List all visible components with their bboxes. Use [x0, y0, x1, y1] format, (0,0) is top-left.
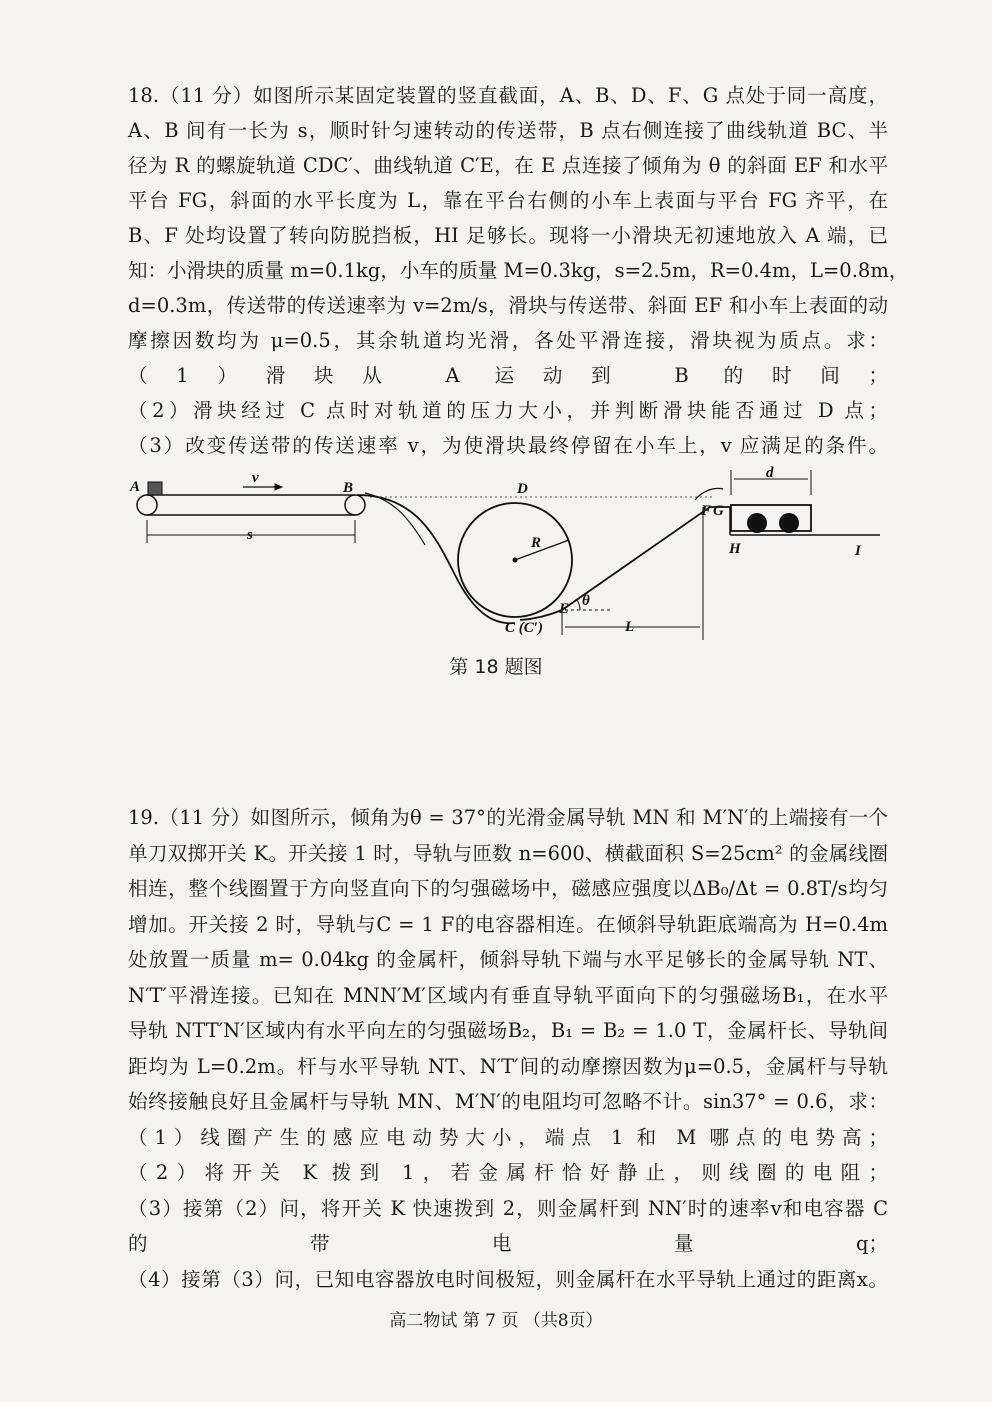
q18-line: d=0.3m，传送带的传送速率为 v=2m/s，滑块与传送带、斜面 EF 和小车上表面的动: [128, 294, 888, 317]
track-bc: [357, 495, 515, 623]
label-a: A: [130, 479, 141, 495]
q18-line: A、B 间有一长为 s，顺时针匀速转动的传送带，B 点右侧连接了曲线轨道 BC、半: [128, 119, 888, 142]
q19-line: 相连，整个线圈置于方向竖直向下的匀强磁场中，磁感应强度以ΔB₀/Δt = 0.8T/s均匀: [128, 877, 888, 900]
label-e: E: [559, 601, 570, 617]
q19-line: N′T′平滑连接。已知在 MNN′M′区域内有垂直导轨平面向下的匀强磁场B₁，在水平: [128, 983, 888, 1007]
q19-line: 处放置一质量 m= 0.04kg 的金属杆，倾斜导轨下端与水平足够长的金属导轨 NT、: [128, 948, 888, 971]
q18-line: 18.（11 分）如图所示某固定装置的竖直截面，A、B、D、F、G 点处于同一高度，: [128, 84, 888, 107]
label-d-point: D: [517, 481, 528, 497]
label-theta: θ: [582, 593, 590, 609]
q19-line: 导轨 NTT′N′区域内有水平向左的匀强磁场B₂，B₁ = B₂ = 1.0 T，金属杆长、导轨间: [128, 1019, 888, 1042]
label-l: L: [625, 619, 635, 635]
cart-wheel: [779, 513, 799, 533]
label-v: v: [252, 470, 259, 486]
q19-subquestion-3-cont: 的带电量q；: [128, 1232, 888, 1255]
q18-figure: [125, 465, 885, 645]
page-footer: 高二物试 第 7 页 （共8页）: [389, 1311, 603, 1331]
label-i: I: [855, 543, 861, 559]
label-r: R: [531, 535, 542, 551]
radius-line: [515, 540, 569, 560]
label-f: F: [701, 503, 712, 519]
label-c: C (C′): [505, 620, 543, 636]
q18-line: 平台 FG，斜面的水平长度为 L，靠在平台右侧的小车上表面与平台 FG 齐平，在: [128, 189, 888, 212]
label-g: G: [713, 503, 724, 519]
q19-line: 距均为 L=0.2m。杆与水平导轨 NT、N′T′间的动摩擦因数为μ=0.5，金属杆与导轨: [128, 1054, 888, 1078]
conveyor-belt: [137, 495, 365, 515]
q19-line: 单刀双掷开关 K。开关接 1 时，导轨与匝数 n=600、横截面积 S=25cm² 的金属线圈: [128, 841, 888, 865]
theta-arc: [577, 600, 580, 610]
slider-block: [148, 482, 162, 495]
question-19: [128, 800, 888, 1297]
q19-line: 增加。开关接 2 时，导轨与C = 1 F的电容器相连。在倾斜导轨距底端高为 H=0.4m: [128, 912, 888, 936]
cart: [731, 505, 811, 531]
cart-wheel: [747, 513, 767, 533]
q19-line: 19.（11 分）如图所示，倾角为θ = 37°的光滑金属导轨 MN 和 M′N′的上端接有一个: [128, 806, 888, 829]
question-18: [128, 78, 909, 463]
q18-line: 摩擦因数均为 μ=0.5，其余轨道均光滑，各处平滑连接，滑块视为质点。求：: [128, 329, 888, 352]
q18-line: B、F 处均设置了转向防脱挡板，HI 足够长。现将一小滑块无初速地放入 A 端，已: [128, 224, 888, 247]
q19-subquestion-2: （2）将开关 K 拨到 1，若金属杆恰好静止，则线圈的电阻；: [128, 1161, 888, 1184]
q19-subquestion-3: （3）接第（2）问，将开关 K 快速拨到 2，则金属杆到 NN′时的速率v和电容器 C: [128, 1196, 888, 1220]
q18-line: 径为 R 的螺旋轨道 CDC′、曲线轨道 C′E，在 E 点连接了倾角为 θ 的斜面 EF 和水平: [128, 154, 888, 177]
label-d-length: d: [766, 465, 774, 481]
q18-subquestion-3: （3）改变传送带的传送速率 v，为使滑块最终停留在小车上，v 应满足的条件。: [128, 434, 888, 457]
label-s: s: [247, 527, 253, 543]
q18-subquestion-1: （1）滑块从 A 运动到 B 的时间；: [128, 364, 888, 387]
q19-line: 始终接触良好且金属杆与导轨 MN、M′N′的电阻均可忽略不计。sin37° = 0.6，求：: [128, 1090, 888, 1113]
q19-subquestion-4: （4）接第（3）问，已知电容器放电时间极短，则金属杆在水平导轨上通过的距离x。: [128, 1267, 888, 1291]
q19-subquestion-1: （1）线圈产生的感应电动势大小，端点 1 和 M 哪点的电势高；: [128, 1125, 888, 1149]
q18-line: 知：小滑块的质量 m=0.1kg，小车的质量 M=0.3kg，s=2.5m，R=0.4m，L=0.8m，: [128, 259, 909, 282]
label-h: H: [729, 541, 741, 557]
velocity-arrow: [243, 484, 282, 490]
guard-b: [365, 493, 425, 545]
figure-caption: 第 18 题图: [449, 656, 543, 678]
q18-subquestion-2: （2）滑块经过 C 点时对轨道的压力大小，并判断滑块能否通过 D 点；: [128, 399, 888, 422]
guard-f: [695, 488, 723, 500]
label-b: B: [343, 480, 354, 496]
